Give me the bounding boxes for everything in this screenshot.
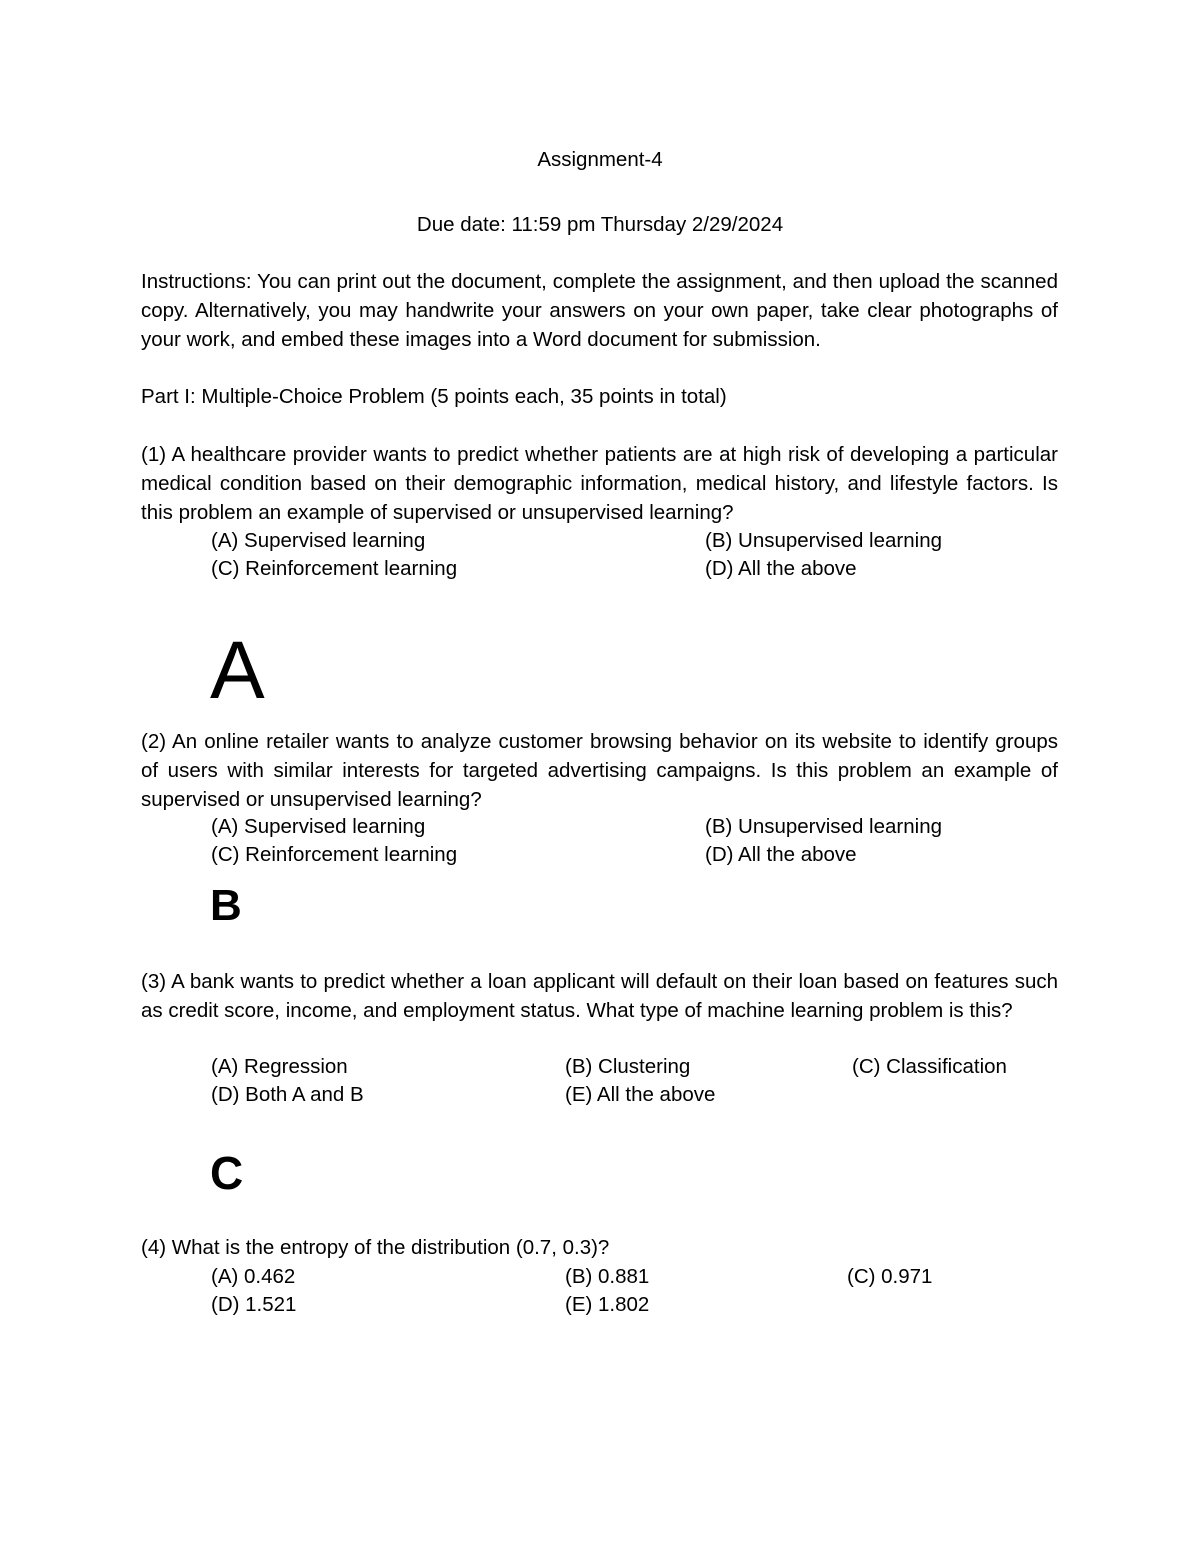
q4-option-d: (D) 1.521 bbox=[211, 1293, 297, 1316]
q1-option-a: (A) Supervised learning bbox=[211, 529, 426, 552]
q1-option-b: (B) Unsupervised learning bbox=[705, 529, 943, 552]
question-2-text: (2) An online retailer wants to analyze customer browsing behavior on its website to identify groups of users with similar interests for targeted advertising campaigns. Is this problem an example of supervised or unsupervised learning? bbox=[141, 730, 1058, 811]
q4-option-c: (C) 0.971 bbox=[847, 1265, 933, 1288]
q3-option-e: (E) All the above bbox=[565, 1083, 716, 1106]
q2-option-b: (B) Unsupervised learning bbox=[705, 815, 943, 838]
q3-option-b: (B) Clustering bbox=[565, 1055, 691, 1078]
q4-option-e: (E) 1.802 bbox=[565, 1293, 650, 1316]
q3-answer: C bbox=[210, 1147, 244, 1199]
q3-option-d: (D) Both A and B bbox=[211, 1083, 364, 1106]
q2-option-d: (D) All the above bbox=[705, 843, 857, 866]
instructions-paragraph: Instructions: You can print out the document, complete the assignment, and then upload the scanned copy. Alternatively, you may handwrite your answers on your own paper, take clear photographs of your work, and embed these images into a Word document for submission. bbox=[141, 270, 1058, 351]
q1-option-d: (D) All the above bbox=[705, 557, 857, 580]
question-1-text: (1) A healthcare provider wants to predict whether patients are at high risk of developing a particular medical condition based on their demographic information, medical history, and lifestyle factors. Is this problem an example of supervised or unsupervised learning? bbox=[141, 443, 1058, 524]
due-date: Due date: 11:59 pm Thursday 2/29/2024 bbox=[416, 213, 784, 236]
document-title: Assignment-4 bbox=[537, 148, 663, 171]
q2-option-c: (C) Reinforcement learning bbox=[211, 843, 458, 866]
q2-option-a: (A) Supervised learning bbox=[211, 815, 426, 838]
question-3-text: (3) A bank wants to predict whether a loan applicant will default on their loan based on features such as credit score, income, and employment status. What type of machine learning problem is this? bbox=[141, 970, 1058, 1022]
q4-option-b: (B) 0.881 bbox=[565, 1265, 650, 1288]
q1-answer: A bbox=[210, 625, 265, 716]
q3-option-a: (A) Regression bbox=[211, 1055, 348, 1078]
part1-heading: Part I: Multiple-Choice Problem (5 points each, 35 points in total) bbox=[141, 385, 727, 408]
q3-option-c: (C) Classification bbox=[852, 1055, 1007, 1078]
q2-answer: B bbox=[210, 881, 242, 930]
question-4-text: (4) What is the entropy of the distribution (0.7, 0.3)? bbox=[141, 1236, 610, 1259]
q1-option-c: (C) Reinforcement learning bbox=[211, 557, 458, 580]
q4-option-a: (A) 0.462 bbox=[211, 1265, 296, 1288]
